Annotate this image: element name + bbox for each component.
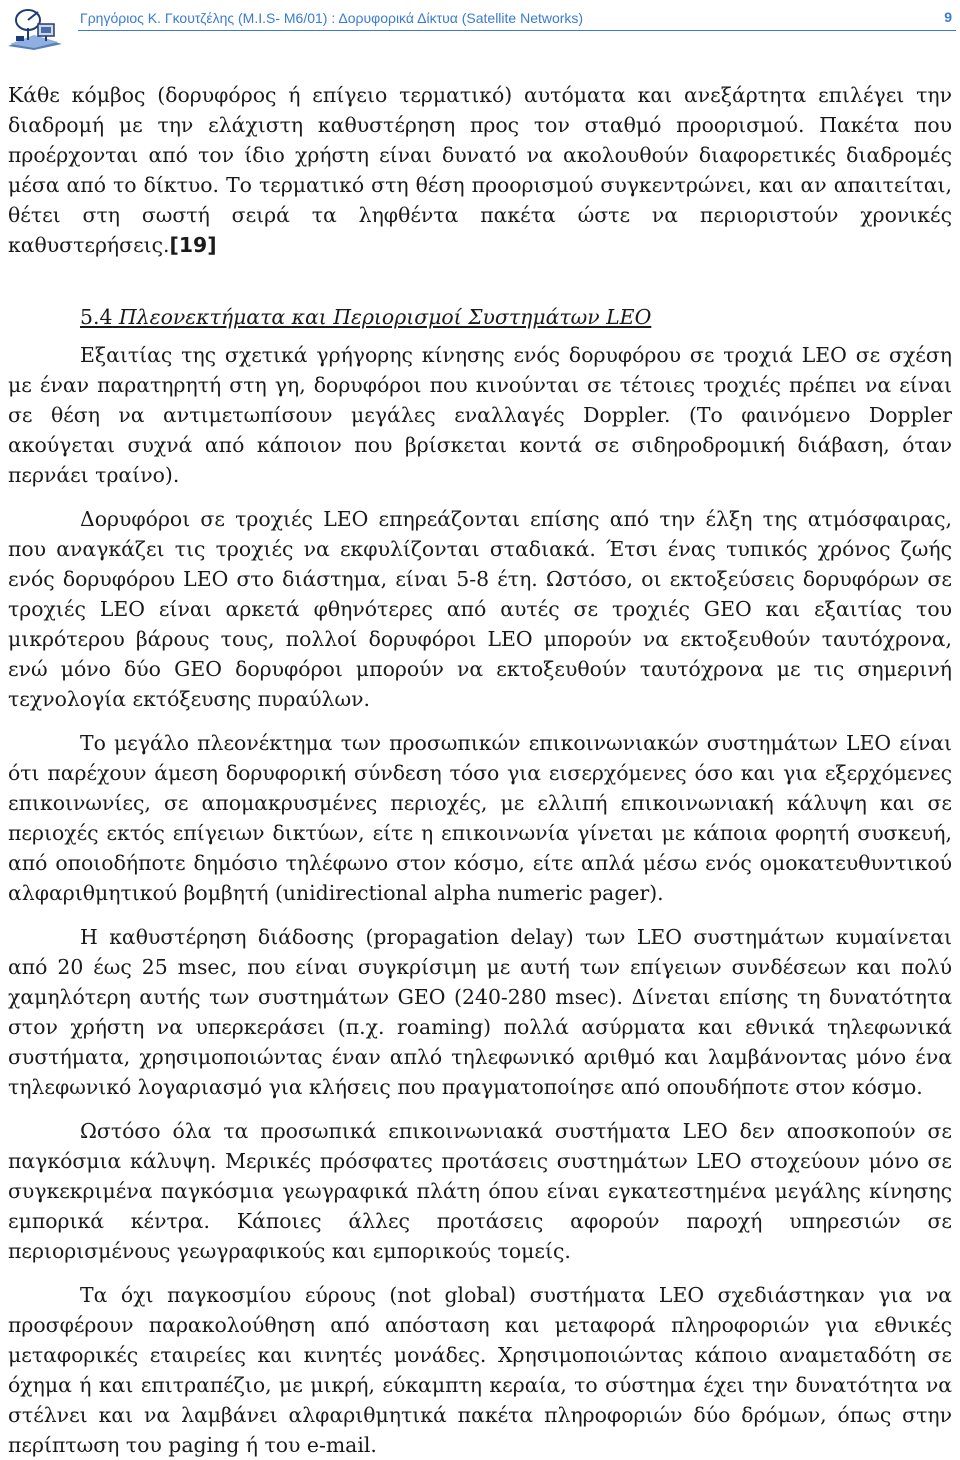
header-rule [78, 30, 956, 31]
paragraph-6: Ωστόσο όλα τα προσωπικά επικοινωνιακά συστήματα LEO δεν αποσκοπούν σε παγκόσμια κάλυψη. Μερικές πρόσφατες προτάσεις συστημάτων LEO στοχεύουν μόνο σε συγκεκριμένα παγκόσμια γεωγραφικά πλάτη όπου είναι εγκατεστημένα μεγάλης κίνησης εμπορικά κέντρα. Κάποιες άλλες προτάσεις αφορούν παροχή υπηρεσιών σε περιορισμένους γεωγραφικούς και εμπορικούς τομείς. [8, 1119, 952, 1263]
paragraph-5: Η καθυστέρηση διάδοσης (propagation delay) των LEO συστημάτων κυμαίνεται από 20 έως 25 msec, που είναι συγκρίσιμη με αυτή των επίγειων συνδέσεων και πολύ χαμηλότερη αυτής των συστημάτων GEO (240-280 msec). Δίνεται επίσης τη δυνατότητα στον χρήστη να υπερκεράσει (π.χ. roaming) πολλά ασύρματα και εθνικά τηλεφωνικά συστήματα, χρησιμοποιώντας έναν απλό τηλεφωνικό αριθμό και λαμβάνοντας μόνο ένα τηλεφωνικό λογαριασμό για κλήσεις που πραγματοποίησε από οπουδήποτε στον κόσμο. [8, 925, 952, 1099]
section-heading [80, 302, 952, 332]
section-title: Πλεονεκτήματα και Περιορισμοί Συστημάτων LEO [118, 305, 652, 329]
satellite-antenna-logo-icon [4, 6, 64, 50]
paragraph-1 [8, 80, 952, 260]
page-body [8, 80, 952, 1460]
paragraph-1-text: Κάθε κόμβος (δορυφόρος ή επίγειο τερματικό) αυτόματα και ανεξάρτητα επιλέγει την διαδρομή με την ελάχιστη καθυστέρηση προς τον σταθμό προορισμού. Πακέτα που προέρχονται από τον ίδιο χρήστη είναι δυνατό να ακολουθούν διαφορετικές διαδρομές μέσα από το δίκτυο. Το τερματικό στη θέση προορισμού συγκεντρώνει, και αν απαιτείται, θέτει στη σωστή σειρά τα ληφθέντα πακέτα ώστε να περιοριστούν χρονικές καθυστερήσεις. [8, 83, 952, 257]
paragraph-4: Το μεγάλο πλεονέκτημα των προσωπικών επικοινωνιακών συστημάτων LEO είναι ότι παρέχουν άμεση δορυφορική σύνδεση τόσο για εισερχόμενες όσο και για εξερχόμενες επικοινωνίες, σε απομακρυσμένες περιοχές, με ελλιπή επικοινωνιακή κάλυψη και σε περιοχές εκτός επίγειων δικτύων, είτε η επικοινωνία γίνεται με κάποια φορητή συσκευή, από οποιοδήποτε δημόσιο τηλέφωνο στον κόσμο, είτε απλά μέσω ενός ομοκατευθυντικού αλφαριθμητικού βομβητή (unidirectional alpha numeric pager). [8, 731, 952, 905]
paragraph-2: Εξαιτίας της σχετικά γρήγορης κίνησης ενός δορυφόρου σε τροχιά LEO σε σχέση με έναν παρατηρητή στη γη, δορυφόροι που κινούνται σε τέτοιες τροχιές πρέπει να είναι σε θέση να αντιμετωπίσουν μεγάλες εναλλαγές Doppler. (Το φαινόμενο Doppler ακούγεται συχνά από κάποιον που βρίσκεται κοντά σε σιδηροδρομική διάβαση, όταν περνάει τραίνο). [8, 343, 952, 487]
page-header [0, 0, 960, 56]
paragraph-3: Δορυφόροι σε τροχιές LEO επηρεάζονται επίσης από την έλξη της ατμόσφαιρας, που αναγκάζει τις τροχιές να εκφυλίζονται σταδιακά. Έτσι ένας τυπικός χρόνος ζωής ενός δορυφόρου LEO στο διάστημα, είναι 5-8 έτη. Ωστόσο, οι εκτοξεύσεις δορυφόρων σε τροχιές LEO είναι αρκετά φθηνότερες από αυτές σε τροχιές GEO και εξαιτίας του μικρότερου βάρους τους, πολλοί δορυφόροι LEO μπορούν να εκτοξευθούν ταυτόχρονα, ενώ μόνο δύο GEO δορυφόροι μπορούν να εκτοξευθούν ταυτόχρονα με τις σημερινή τεχνολογία εκτόξευσης πυραύλων. [8, 507, 952, 711]
page-number: 9 [944, 9, 952, 25]
citation-ref: [19] [169, 233, 217, 257]
paragraph-7: Τα όχι παγκοσμίου εύρους (not global) συστήματα LEO σχεδιάστηκαν για να προσφέρουν παρακολούθηση από απόσταση και μεταφορά πληροφοριών για εθνικές μεταφορικές εταιρείες και κινητές μονάδες. Χρησιμοποιώντας κάποιο αναμεταδότη σε όχημα ή και επιτραπέζιο, με μικρή, εύκαμπτη κεραία, το σύστημα έχει την δυνατότητα να στέλνει και να λαμβάνει αλφαριθμητικά πακέτα πληροφοριών δύο δρόμων, όπως στην περίπτωση του paging ή του e-mail. [8, 1283, 952, 1457]
section-number: 5.4 [80, 305, 113, 329]
running-title: Γρηγόριος Κ. Γκουτζέλης (Μ.Ι.S- Μ6/01) : Δορυφορικά Δίκτυα (Satellite Networks) [80, 10, 584, 26]
